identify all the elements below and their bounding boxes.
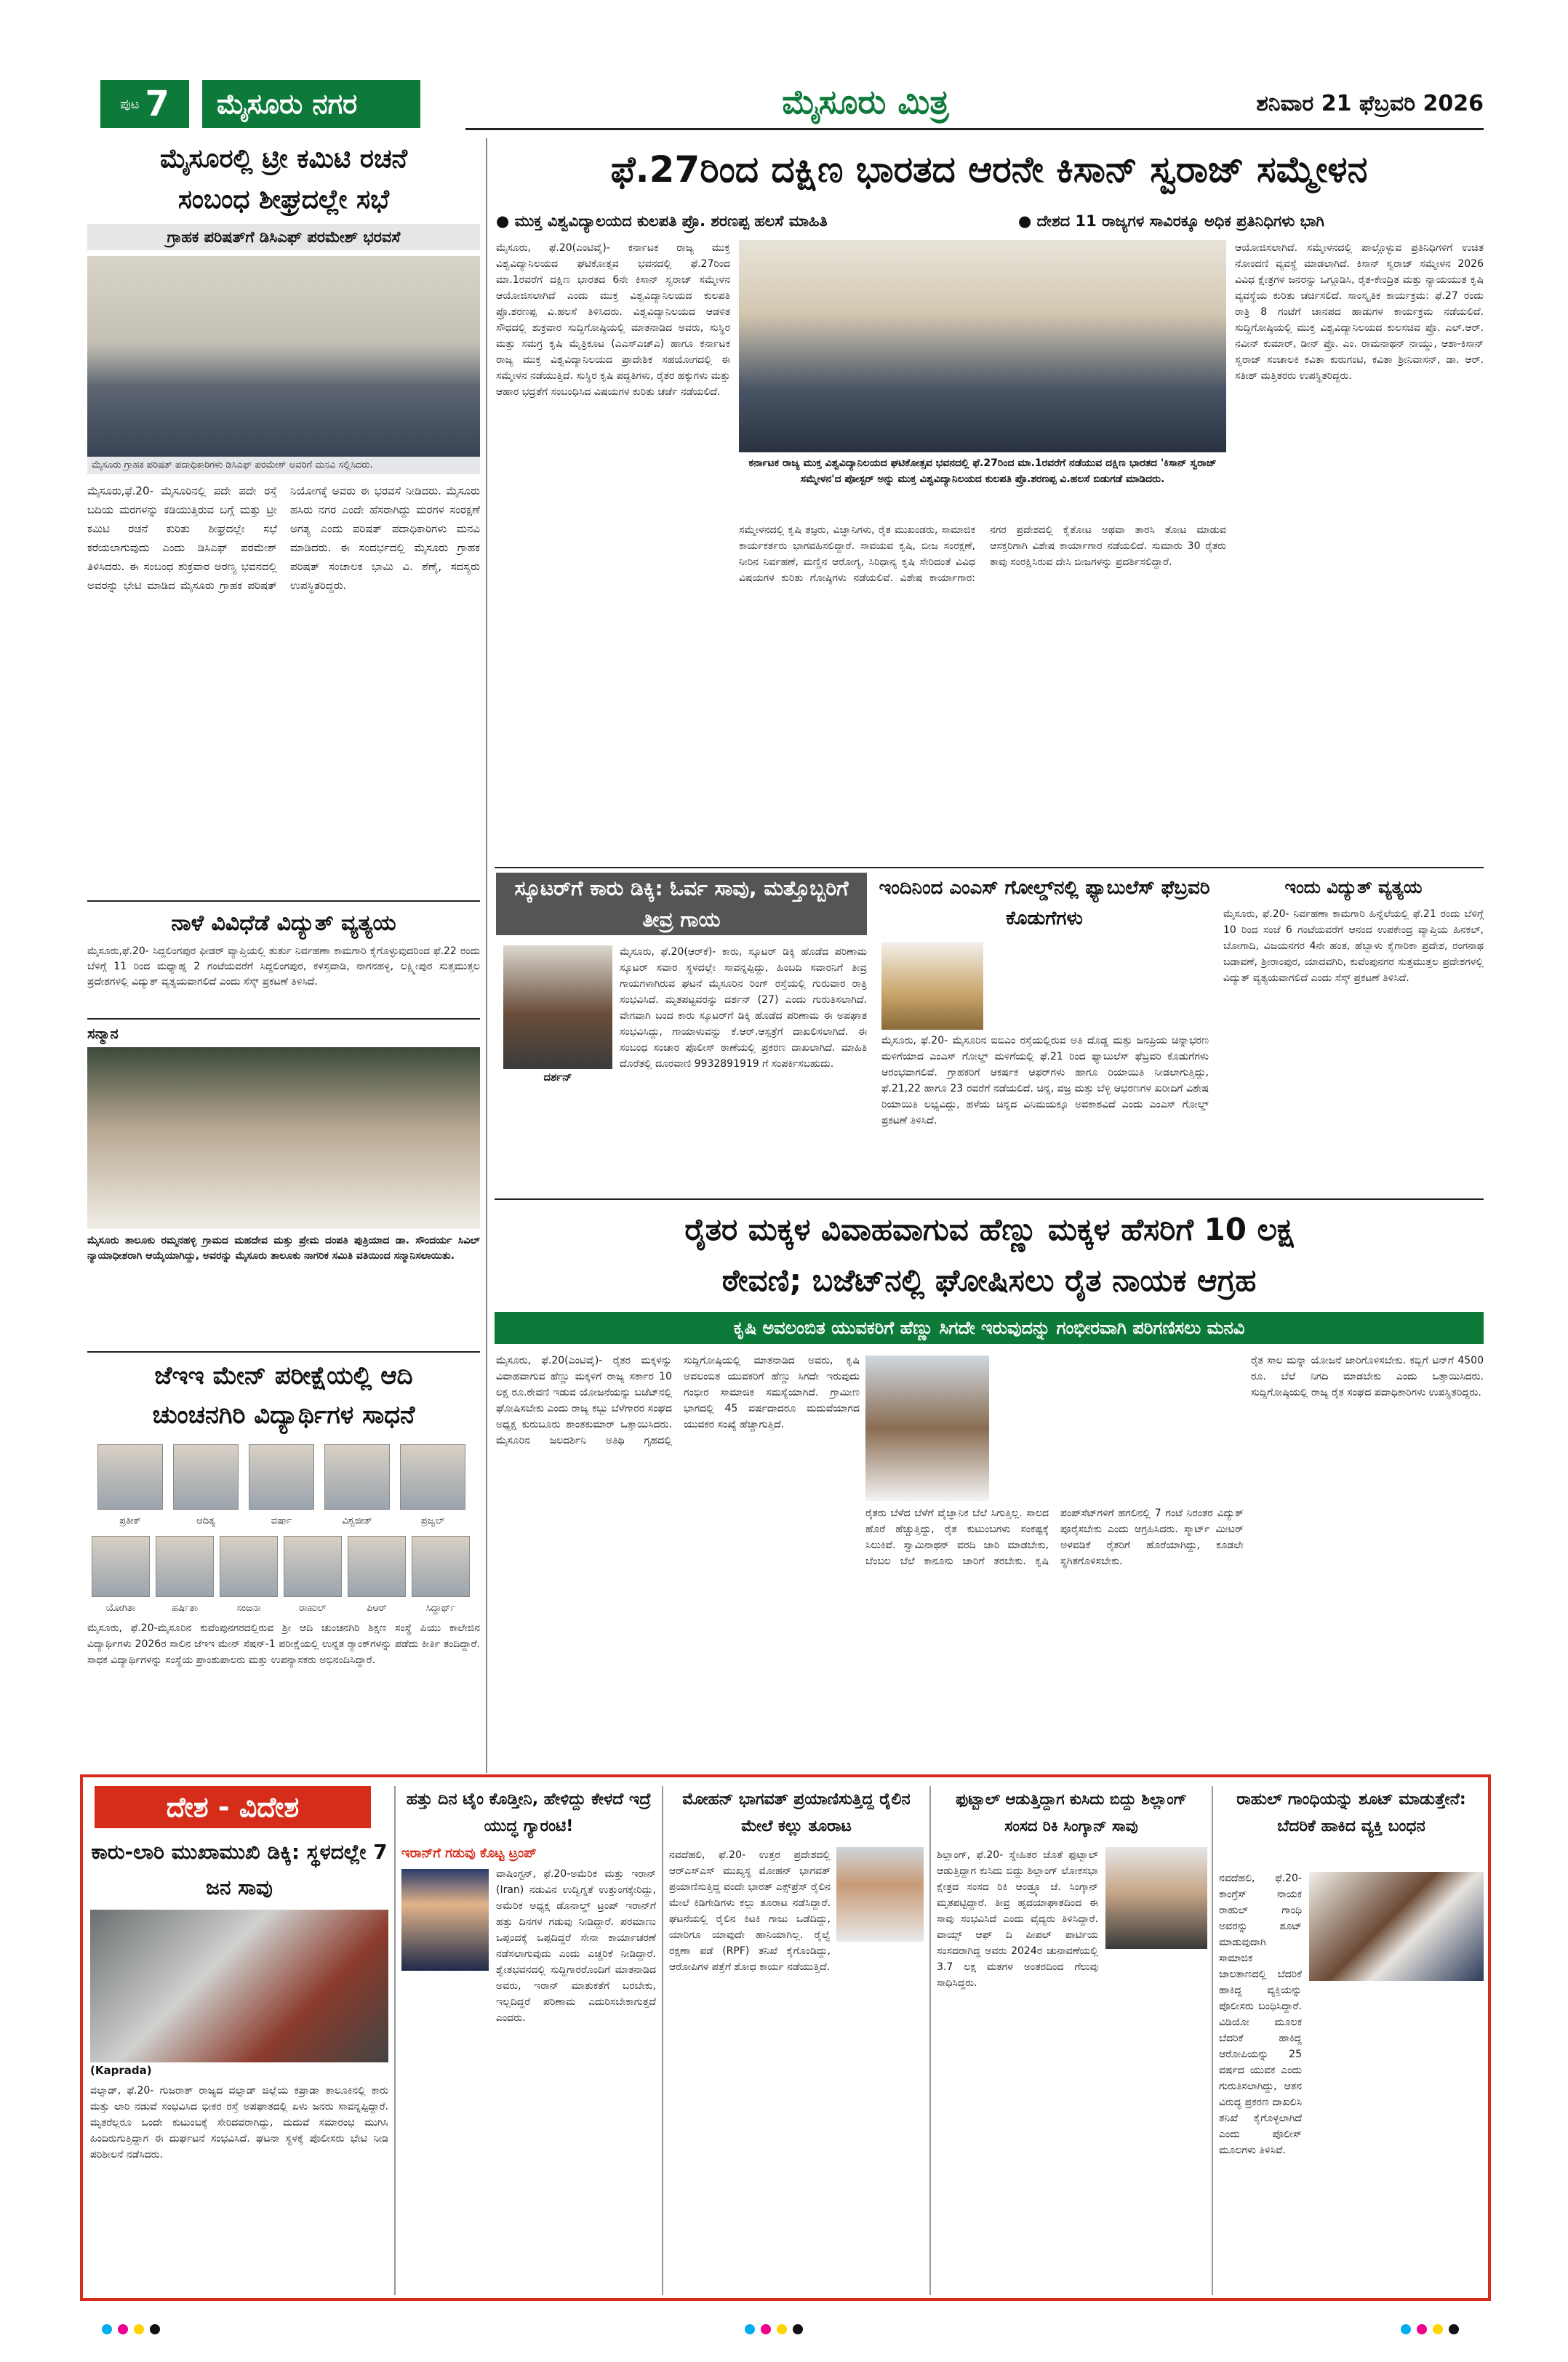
student-photo <box>400 1444 465 1526</box>
farmers-body-2: ರೈತರು ಬೆಳೆದ ಬೆಳೆಗೆ ವೈಜ್ಞಾನಿಕ ಬೆಲೆ ಸಿಗುತ್ತಿಲ್ಲ. ಸಾಲದ ಹೊರೆ ಹೆಚ್ಚುತ್ತಿದ್ದು, ರೈತ ಕುಟುಂಬಗಳು ಸಂಕಷ್ಟಕ್ಕೆ ಸಿಲುಕಿವೆ. ಸ್ವಾಮಿನಾಥನ್ ವರದಿ ಜಾರಿ ಮಾಡಬೇಕು, ಬೆಂಬಲ ಬೆಲೆ ಕಾನೂನು ಜಾರಿಗೆ ತರಬೇಕು. ಕೃಷಿ ಪಂಪ್‌ಸೆಟ್‌ಗಳಿಗೆ ಹಗಲಿನಲ್ಲಿ 7 ಗಂಟೆ ನಿರಂತರ ವಿದ್ಯುತ್ ಪೂರೈಸಬೇಕು ಎಂದು ಆಗ್ರಹಿಸಿದರು. ಸ್ಮಾರ್ಟ್ ಮೀಟರ್ ಅಳವಡಿಕೆ ರೈತರಿಗೆ ಹೊರೆಯಾಗಿದ್ದು, ಕೂಡಲೇ ಸ್ಥಗಿತಗೊಳಿಸಬೇಕು. <box>865 1508 1244 1567</box>
paper-name: ಮೈಸೂರು ಮಿತ್ರ <box>782 82 949 121</box>
student-name: ವಿಶ್ವಜೀತ್ <box>342 1516 372 1526</box>
student-name: ಹರ್ಷಿತಾ <box>171 1603 199 1614</box>
power-cut-body: ಮೈಸೂರು,ಫೆ.20- ಸಿದ್ದಲಿಂಗಪುರ ಫೀಡರ್ ವ್ಯಾಪ್ತಿಯಲ್ಲಿ ತುರ್ತು ನಿರ್ವಹಣಾ ಕಾಮಗಾರಿ ಕೈಗೊಳ್ಳುವುದರಿಂದ ಫೆ.22 ರಂದು ಬೆಳಿಗ್ಗೆ 11 ರಿಂದ ಮಧ್ಯಾಹ್ನ 2 ಗಂಟೆಯವರೆಗೆ ಸಿದ್ದಲಿಂಗಪುರ, ಕಳಸ್ತವಾಡಿ, ನಾಗನಹಳ್ಳಿ, ಲಕ್ಷ್ಮೀಪುರ ಸುತ್ತಮುತ್ತಲ ಪ್ರದೇಶಗಳಲ್ಲಿ ವಿದ್ಯುತ್ ವ್ಯತ್ಯಯವಾಗಲಿದೆ ಎಂದು ಸೆಸ್ಕ್ ಪ್ರಕಟಣೆ ತಿಳಿಸಿದೆ. <box>87 945 480 988</box>
student-name: ಪ್ರಜ್ವಲ್ <box>420 1516 445 1526</box>
lead-body-1: ಮೈಸೂರು, ಫೆ.20(ಎಂಟಿವೈ)- ಕರ್ನಾಟಕ ರಾಜ್ಯ ಮುಕ್ತ ವಿಶ್ವವಿದ್ಯಾನಿಲಯದ ಘಟಿಕೋತ್ಸವ ಭವನದಲ್ಲಿ ಫೆ.27ರಿಂದ ಮಾ.1ರವರೆಗೆ ದಕ್ಷಿಣ ಭಾರತದ 6ನೇ ಕಿಸಾನ್ ಸ್ವರಾಜ್ ಸಮ್ಮೇಳನ ಆಯೋಜಿಸಲಾಗಿದೆ ಎಂದು ಮುಕ್ತ ವಿಶ್ವವಿದ್ಯಾನಿಲಯದ ಕುಲಪತಿ ಪ್ರೊ.ಶರಣಪ್ಪ ವಿ.ಹಲಸೆ ತಿಳಿಸಿದರು. ವಿಶ್ವವಿದ್ಯಾನಿಲಯದ ಆಡಳಿತ ಸೌಧದಲ್ಲಿ ಶುಕ್ರವಾರ ಸುದ್ದಿಗೋಷ್ಠಿಯಲ್ಲಿ ಮಾತನಾಡಿದ ಅವರು, ಸುಸ್ಥಿರ ಮತ್ತು ಸಮಗ್ರ ಕೃಷಿ ಮೈತ್ರಿಕೂಟ (ಎಎಸ್‌ಎಚ್‌ಎ) ಹಾಗೂ ಕರ್ನಾಟಕ ರಾಜ್ಯ ಮುಕ್ತ ವಿಶ್ವವಿದ್ಯಾನಿಲಯದ ಪ್ರಾದೇಶಿಕ ಸಹಯೋಗದಲ್ಲಿ ಈ ಸಮ್ಮೇಳನ ನಡೆಯುತ್ತಿದೆ. ಸುಸ್ಥಿರ ಕೃಷಿ ಪದ್ಧತಿಗಳು, ರೈತರ ಹಕ್ಕುಗಳು ಮತ್ತು ಆಹಾರ ಭದ್ರತೆಗೆ ಸಂಬಂಧಿಸಿದ ವಿಷಯಗಳ ಕುರಿತು ಚರ್ಚೆ ನಡೆಯಲಿದೆ. <box>496 242 730 398</box>
lead-bullet-2-text: ದೇಶದ 11 ರಾಜ್ಯಗಳ ಸಾವಿರಕ್ಕೂ ಅಧಿಕ ಪ್ರತಿನಿಧಿಗಳು ಭಾಗಿ <box>1036 212 1324 230</box>
student-name: ಸಿದ್ದಾರ್ಥ್ <box>425 1603 456 1614</box>
tree-headline-2: ಸಂಬಂಧ ಶೀಘ್ರದಲ್ಲೇ ಸಭೆ <box>177 185 390 215</box>
registration-dot <box>1433 2324 1443 2334</box>
farmers-body-3: ರೈತ ಸಾಲ ಮನ್ನಾ ಯೋಜನೆ ಜಾರಿಗೊಳಿಸಬೇಕು. ಕಬ್ಬಿಗೆ ಟನ್‌ಗೆ 4500 ರೂ. ಬೆಲೆ ನಿಗದಿ ಮಾಡಬೇಕು ಎಂದು ಒತ್ತಾಯಿಸಿದರು. ಸುದ್ದಿಗೋಷ್ಠಿಯಲ್ಲಿ ರಾಜ್ಯ ರೈತ ಸಂಘದ ಪದಾಧಿಕಾರಿಗಳು ಉಪಸ್ಥಿತರಿದ್ದರು. <box>1251 1355 1484 1398</box>
page-label: ಪುಟ <box>120 96 140 112</box>
tree-subhead: ಗ್ರಾಹಕ ಪರಿಷತ್‌ಗೆ ಡಿಸಿಎಫ್ ಪರಮೇಶ್ ಭರವಸೆ <box>87 224 480 250</box>
desha-rule-1 <box>394 1786 396 2295</box>
crash-headline: ಕಾರು-ಲಾರಿ ಮುಖಾಮುಖಿ ಡಿಕ್ಕಿ: ಸ್ಥಳದಲ್ಲೇ 7 ಜನ ಸಾವು <box>91 1840 388 1899</box>
registration-dot <box>793 2324 803 2334</box>
bhagwat-body: ನವದೆಹಲಿ, ಫೆ.20- ಉತ್ತರ ಪ್ರದೇಶದಲ್ಲಿ ಆರ್‌ಎಸ್‌ಎಸ್ ಮುಖ್ಯಸ್ಥ ಮೋಹನ್ ಭಾಗವತ್ ಪ್ರಯಾಣಿಸುತ್ತಿದ್ದ ವಂದೇ ಭಾರತ್ ಎಕ್ಸ್‌ಪ್ರೆಸ್ ರೈಲಿನ ಮೇಲೆ ಕಿಡಿಗೇಡಿಗಳು ಕಲ್ಲು ತೂರಾಟ ನಡೆಸಿದ್ದಾರೆ. ಘಟನೆಯಲ್ಲಿ ರೈಲಿನ ಕಿಟಕಿ ಗಾಜು ಒಡೆದಿದ್ದು, ಯಾರಿಗೂ ಯಾವುದೇ ಹಾನಿಯಾಗಿಲ್ಲ. ರೈಲ್ವೆ ರಕ್ಷಣಾ ಪಡೆ (RPF) ತನಿಖೆ ಕೈಗೊಂಡಿದ್ದು, ಆರೋಪಿಗಳ ಪತ್ತೆಗೆ ಶೋಧ ಕಾರ್ಯ ನಡೆಯುತ್ತಿದೆ. <box>669 1849 831 1973</box>
scooter-victim-name: ದರ್ಶನ್ <box>543 1070 572 1084</box>
desha-rule-4 <box>1212 1786 1213 2295</box>
today-power-headline: ಇಂದು ವಿದ್ಯುತ್ ವ್ಯತ್ಯಯ <box>1284 877 1423 897</box>
tree-body: ಮೈಸೂರು,ಫೆ.20- ಮೈಸೂರಿನಲ್ಲಿ ಪದೇ ಪದೇ ರಸ್ತೆ ಬದಿಯ ಮರಗಳನ್ನು ಕಡಿಯುತ್ತಿರುವ ಬಗ್ಗೆ ಮತ್ತು ಟ್ರೀ ಕಮಿಟಿ ರಚನೆ ಕುರಿತು ಶೀಘ್ರದಲ್ಲೇ ಸಭೆ ಕರೆಯಲಾಗುವುದು ಎಂದು ಡಿಸಿಎಫ್ ಪರಮೇಶ್ ತಿಳಿಸಿದರು. ಈ ಸಂಬಂಧ ಶುಕ್ರವಾರ ಅರಣ್ಯ ಭವನದಲ್ಲಿ ಅವರನ್ನು ಭೇಟಿ ಮಾಡಿದ ಮೈಸೂರು ಗ್ರಾಹಕ ಪರಿಷತ್ ನಿಯೋಗಕ್ಕೆ ಅವರು ಈ ಭರವಸೆ ನೀಡಿದರು. ಮೈಸೂರು ಹಸಿರು ನಗರ ಎಂದೇ ಹೆಸರಾಗಿದ್ದು ಮರಗಳ ಸಂರಕ್ಷಣೆ ಅಗತ್ಯ ಎಂದು ಪರಿಷತ್ ಪದಾಧಿಕಾರಿಗಳು ಮನವಿ ಮಾಡಿದರು. ಈ ಸಂದರ್ಭದಲ್ಲಿ ಮೈಸೂರು ಗ್ರಾಹಕ ಪರಿಷತ್ ಸಂಚಾಲಕ ಭಾಮಿ ವಿ. ಶೆಣೈ, ಸದಸ್ಯರು ಉಪಸ್ಥಿತರಿದ್ದರು. <box>87 484 480 592</box>
farmers-leader-photo <box>865 1356 989 1501</box>
trump-body: ವಾಷಿಂಗ್ಟನ್, ಫೆ.20-ಅಮೆರಿಕ ಮತ್ತು ಇರಾನ್ (Iran) ನಡುವಿನ ಉದ್ವಿಗ್ನತೆ ಉತ್ತುಂಗಕ್ಕೇರಿದ್ದು, ಅಮೆರಿಕ ಅಧ್ಯಕ್ಷ ಡೊನಾಲ್ಡ್ ಟ್ರಂಪ್ ಇರಾನ್‌ಗೆ ಹತ್ತು ದಿನಗಳ ಗಡುವು ನೀಡಿದ್ದಾರೆ. ಪರಮಾಣು ಒಪ್ಪಂದಕ್ಕೆ ಒಪ್ಪದಿದ್ದರೆ ಸೇನಾ ಕಾರ್ಯಾಚರಣೆ ನಡೆಸಲಾಗುವುದು ಎಂದು ಎಚ್ಚರಿಕೆ ನೀಡಿದ್ದಾರೆ. ಶ್ವೇತಭವನದಲ್ಲಿ ಸುದ್ದಿಗಾರರೊಂದಿಗೆ ಮಾತನಾಡಿದ ಅವರು, ಇರಾನ್ ಮಾತುಕತೆಗೆ ಬರಬೇಕು, ಇಲ್ಲದಿದ್ದರೆ ಪರಿಣಾಮ ಎದುರಿಸಬೇಕಾಗುತ್ತದೆ ಎಂದರು. <box>496 1868 656 2024</box>
crash-photo <box>90 1910 388 2062</box>
student-photo <box>156 1536 214 1614</box>
registration-dot <box>1417 2324 1427 2334</box>
student-name: ಪ್ರತೀಕ್ <box>119 1516 141 1526</box>
registration-dot <box>777 2324 787 2334</box>
issue-date: ಶನಿವಾರ 21 ಫೆಬ್ರವರಿ 2026 <box>1256 91 1484 116</box>
rahul-headline: ರಾಹುಲ್ ಗಾಂಧಿಯನ್ನು ಶೂಟ್ ಮಾಡುತ್ತೇನೆ: ಬೆದರಿಕೆ ಹಾಕಿದ ವ್ಯಕ್ತಿ ಬಂಧನ <box>1236 1790 1466 1835</box>
tree-photo <box>87 256 480 474</box>
lead-photo-caption: ಕರ್ನಾಟಕ ರಾಜ್ಯ ಮುಕ್ತ ವಿಶ್ವವಿದ್ಯಾನಿಲಯದ ಘಟಿಕೋತ್ಸವ ಭವನದಲ್ಲಿ ಫೆ.27ರಿಂದ ಮಾ.1ರವರೆಗೆ ನಡೆಯುವ ದಕ್ಷಿಣ ಭಾರತದ 'ಕಿಸಾನ್ ಸ್ವರಾಜ್ ಸಮ್ಮೇಳನ'ದ ಪೋಸ್ಟರ್ ಅನ್ನು ಮುಕ್ತ ವಿಶ್ವವಿದ್ಯಾನಿಲಯದ ಕುಲಪತಿ ಪ್ರೊ.ಶರಣಪ್ಪ ವಿ.ಹಲಸೆ ಬಿಡುಗಡೆ ಮಾಡಿದರು. <box>748 457 1217 485</box>
student-name: ಯೋಗಿತಾ <box>105 1603 136 1614</box>
scooter-victim-photo <box>503 945 612 1069</box>
jee-headline-2: ಚುಂಚನಗಿರಿ ವಿದ್ಯಾರ್ಥಿಗಳ ಸಾಧನೆ <box>152 1401 415 1430</box>
masthead-rule <box>465 128 1484 130</box>
jee-body: ಮೈಸೂರು, ಫೆ.20-ಮೈಸೂರಿನ ಕುವೆಂಪುನಗರದಲ್ಲಿರುವ ಶ್ರೀ ಆದಿ ಚುಂಚನಗಿರಿ ಶಿಕ್ಷಣ ಸಂಸ್ಥೆ ಪಿಯು ಕಾಲೇಜಿನ ವಿದ್ಯಾರ್ಥಿಗಳು 2026ರ ಸಾಲಿನ ಜೆಇಇ ಮೇನ್ ಸೆಷನ್-1 ಪರೀಕ್ಷೆಯಲ್ಲಿ ಉನ್ನತ ರ‍್ಯಾಂಕ್‌ಗಳನ್ನು ಪಡೆದು ಕೀರ್ತಿ ತಂದಿದ್ದಾರೆ. ಸಾಧಕ ವಿದ್ಯಾರ್ಥಿಗಳನ್ನು ಸಂಸ್ಥೆಯ ಪ್ರಾಂಶುಪಾಲರು ಮತ್ತು ಉಪನ್ಯಾಸಕರು ಅಭಿನಂದಿಸಿದ್ದಾರೆ. <box>87 1622 480 1666</box>
student-name: ವರ್ಷಾ <box>271 1516 292 1526</box>
lead-divider <box>495 867 1484 868</box>
student-photo <box>412 1536 470 1614</box>
lead-headline: ಫೆ.27ರಿಂದ ದಕ್ಷಿಣ ಭಾರತದ ಆರನೇ ಕಿಸಾನ್ ಸ್ವರಾಜ್ ಸಮ್ಮೇಳನ <box>610 148 1368 191</box>
power-divider <box>87 1018 480 1020</box>
jee-headline-1: ಜೆಇಇ ಮೇನ್ ಪರೀಕ್ಷೆಯಲ್ಲಿ ಆದಿ <box>154 1361 413 1390</box>
student-name: ಸಂಜನಾ <box>236 1603 261 1614</box>
student-photo <box>348 1536 406 1614</box>
student-photo <box>324 1444 390 1526</box>
student-photo <box>97 1444 163 1526</box>
registration-dot <box>745 2324 755 2334</box>
lead-bullet-1: ● ಮುಕ್ತ ವಿಶ್ವವಿದ್ಯಾಲಯದ ಕುಲಪತಿ ಪ್ರೊ. ಶರಣಪ್ಪ ಹಲಸೆ ಮಾಹಿತಿ <box>496 212 828 230</box>
trump-headline: ಹತ್ತು ದಿನ ಟೈಂ ಕೊಡ್ತೀನಿ, ಹೇಳಿದ್ದು ಕೇಳದೆ ಇದ್ರೆ ಯುದ್ಧ ಗ್ಯಾರಂಟಿ! <box>406 1790 652 1835</box>
registration-dot <box>761 2324 771 2334</box>
student-name: ಪಿಆರ್ <box>366 1603 387 1614</box>
farmers-subhead: ಕೃಷಿ ಅವಲಂಬಿತ ಯುವಕರಿಗೆ ಹೆಣ್ಣು ಸಿಗದೇ ಇರುವುದನ್ನು ಗಂಭೀರವಾಗಿ ಪರಿಗಣಿಸಲು ಮನವಿ <box>495 1312 1484 1344</box>
registration-dot <box>102 2324 112 2334</box>
registration-dot <box>150 2324 160 2334</box>
fabulous-body: ಮೈಸೂರು, ಫೆ.20- ಮೈಸೂರಿನ ಐಬಿಎಂ ರಸ್ತೆಯಲ್ಲಿರುವ ಅತಿ ದೊಡ್ಡ ಮತ್ತು ಜನಪ್ರಿಯ ಚಿನ್ನಾಭರಣ ಮಳಿಗೆಯಾದ ಎಂಎಸ್ ಗೋಲ್ಡ್ ಮಳಿಗೆಯಲ್ಲಿ ಫೆ.21 ರಿಂದ ಫ್ಯಾಬುಲೆಸ್ ಫೆಬ್ರವರಿ ಕೊಡುಗೆಗಳು ಆರಂಭವಾಗಲಿವೆ. ಗ್ರಾಹಕರಿಗೆ ಆಕರ್ಷಕ ಆಫರ್‌ಗಳು ಹಾಗೂ ರಿಯಾಯಿತಿ ನೀಡಲಾಗುತ್ತಿದ್ದು, ಫೆ.21,22 ಹಾಗೂ 23 ರವರೆಗೆ ನಡೆಯಲಿದೆ. ಚಿನ್ನ, ವಜ್ರ ಮತ್ತು ಬೆಳ್ಳಿ ಆಭರಣಗಳ ಖರೀದಿಗೆ ವಿಶೇಷ ರಿಯಾಯಿತಿ ಲಭ್ಯವಿದ್ದು, ಹಳೆಯ ಚಿನ್ನದ ವಿನಿಮಯಕ್ಕೂ ಅವಕಾಶವಿದೆ ಎಂದು ಎಂಎಸ್ ಗೋಲ್ಡ್ ಪ್ರಕಟಣೆ ತಿಳಿಸಿದೆ. <box>881 1035 1209 1126</box>
lead-body-2: ಸಮ್ಮೇಳನದಲ್ಲಿ ಕೃಷಿ ತಜ್ಞರು, ವಿಜ್ಞಾನಿಗಳು, ರೈತ ಮುಖಂಡರು, ಸಾಮಾಜಿಕ ಕಾರ್ಯಕರ್ತರು ಭಾಗವಹಿಸಲಿದ್ದಾರೆ. ಸಾವಯವ ಕೃಷಿ, ಬೀಜ ಸಂರಕ್ಷಣೆ, ನೀರಿನ ನಿರ್ವಹಣೆ, ಮಣ್ಣಿನ ಆರೋಗ್ಯ, ಸಿರಿಧಾನ್ಯ ಕೃಷಿ ಸೇರಿದಂತೆ ವಿವಿಧ ವಿಷಯಗಳ ಕುರಿತು ಗೋಷ್ಠಿಗಳು ನಡೆಯಲಿವೆ. ವಿಶೇಷ ಕಾರ್ಯಾಗಾರ: ನಗರ ಪ್ರದೇಶದಲ್ಲಿ ಕೈತೋಟ ಅಥವಾ ತಾರಸಿ ತೋಟ ಮಾಡುವ ಆಸಕ್ತರಿಗಾಗಿ ವಿಶೇಷ ಕಾರ್ಯಾಗಾರ ನಡೆಯಲಿದೆ. ಸುಮಾರು 30 ರೈತರು ತಾವು ಸಂರಕ್ಷಿಸಿರುವ ದೇಸಿ ಬೀಜಗಳನ್ನು ಪ್ರದರ್ಶಿಸಲಿದ್ದಾರೆ. <box>739 524 1226 584</box>
lead-bullet-1-text: ಮುಕ್ತ ವಿಶ್ವವಿದ್ಯಾಲಯದ ಕುಲಪತಿ ಪ್ರೊ. ಶರಣಪ್ಪ ಹಲಸೆ ಮಾಹಿತಿ <box>514 212 828 230</box>
tree-headline-1: ಮೈಸೂರಲ್ಲಿ ಟ್ರೀ ಕಮಿಟಿ ರಚನೆ <box>159 144 408 174</box>
tree-photo-caption: ಮೈಸೂರು ಗ್ರಾಹಕ ಪರಿಷತ್ ಪದಾಧಿಕಾರಿಗಳು ಡಿಸಿಎಫ್ ಪರಮೇಶ್ ಅವರಿಗೆ ಮನವಿ ಸಲ್ಲಿಸಿದರು. <box>87 457 480 474</box>
tree-divider <box>87 900 480 902</box>
student-name: ರಾಹುಲ್ <box>299 1603 327 1614</box>
fabulous-photo <box>881 942 983 1030</box>
felicitation-caption: ಮೈಸೂರು ತಾಲೂಕು ರಮ್ಮನಹಳ್ಳಿ ಗ್ರಾಮದ ಮಹದೇವ ಮತ್ತು ಪ್ರೇಮ ದಂಪತಿ ಪುತ್ರಿಯಾದ ಡಾ. ಸೌಂದರ್ಯ ಸಿವಿಲ್ ನ್ಯಾಯಾಧೀಶರಾಗಿ ಆಯ್ಕೆಯಾಗಿದ್ದು, ಅವರನ್ನು ಮೈಸೂರು ತಾಲೂಕು ನಾಗರಿಕ ಸಮಿತಿ ವತಿಯಿಂದ ಸನ್ಮಾನಿಸಲಾಯಿತು. <box>87 1235 480 1262</box>
crash-body: ವಲ್ಸಾಡ್, ಫೆ.20- ಗುಜರಾತ್ ರಾಜ್ಯದ ವಲ್ಸಾಡ್ ಜಿಲ್ಲೆಯ ಕಪ್ರಾಡಾ ತಾಲೂಕಿನಲ್ಲಿ ಕಾರು ಮತ್ತು ಲಾರಿ ನಡುವೆ ಸಂಭವಿಸಿದ ಭೀಕರ ರಸ್ತೆ ಅಪಘಾತದಲ್ಲಿ ಏಳು ಜನರು ಸಾವನ್ನಪ್ಪಿದ್ದಾರೆ. ಮೃತರೆಲ್ಲರೂ ಒಂದೇ ಕುಟುಂಬಕ್ಕೆ ಸೇರಿದವರಾಗಿದ್ದು, ಮದುವೆ ಸಮಾರಂಭ ಮುಗಿಸಿ ಹಿಂದಿರುಗುತ್ತಿದ್ದಾಗ ಈ ದುರ್ಘಟನೆ ಸಂಭವಿಸಿದೆ. ಘಟನಾ ಸ್ಥಳಕ್ಕೆ ಪೊಲೀಸರು ಭೇಟಿ ನೀಡಿ ಪರಿಶೀಲನೆ ನಡೆಸಿದರು. <box>90 2085 388 2161</box>
registration-dot <box>1401 2324 1411 2334</box>
crash-place: (Kaprada) <box>90 2064 152 2077</box>
felicitation-label: ಸನ್ಮಾನ <box>87 1025 119 1042</box>
student-photo <box>249 1444 314 1526</box>
student-photo <box>173 1444 239 1526</box>
lead-photo <box>739 240 1226 452</box>
student-photo <box>220 1536 278 1614</box>
rahul-body: ನವದೆಹಲಿ, ಫೆ.20-ಕಾಂಗ್ರೆಸ್ ನಾಯಕ ರಾಹುಲ್ ಗಾಂಧಿ ಅವರನ್ನು ಶೂಟ್ ಮಾಡುವುದಾಗಿ ಸಾಮಾಜಿಕ ಜಾಲತಾಣದಲ್ಲಿ ಬೆದರಿಕೆ ಹಾಕಿದ್ದ ವ್ಯಕ್ತಿಯನ್ನು ಪೊಲೀಸರು ಬಂಧಿಸಿದ್ದಾರೆ. ವಿಡಿಯೋ ಮೂಲಕ ಬೆದರಿಕೆ ಹಾಕಿದ್ದ ಆರೋಪಿಯನ್ನು 25 ವರ್ಷದ ಯುವಕ ಎಂದು ಗುರುತಿಸಲಾಗಿದ್ದು, ಆತನ ವಿರುದ್ಧ ಪ್ರಕರಣ ದಾಖಲಿಸಿ ತನಿಖೆ ಕೈಗೊಳ್ಳಲಾಗಿದೆ ಎಂದು ಪೊಲೀಸ್ ಮೂಲಗಳು ತಿಳಿಸಿವೆ. <box>1219 1873 1302 2156</box>
today-power-body: ಮೈಸೂರು, ಫೆ.20- ನಿರ್ವಹಣಾ ಕಾಮಗಾರಿ ಹಿನ್ನೆಲೆಯಲ್ಲಿ ಫೆ.21 ರಂದು ಬೆಳಿಗ್ಗೆ 10 ರಿಂದ ಸಂಜೆ 6 ಗಂಟೆಯವರೆಗೆ ಆನಂದ ಉಪಕೇಂದ್ರ ವ್ಯಾಪ್ತಿಯ ಹಿನಕಲ್, ಬೋಗಾದಿ, ವಿಜಯನಗರ 4ನೇ ಹಂತ, ಹೆಬ್ಬಾಳು ಕೈಗಾರಿಕಾ ಪ್ರದೇಶ, ರಂಗನಾಥ ಬಡಾವಣೆ, ಶ್ರೀರಾಂಪುರ, ಯಾದವಗಿರಿ, ಕುವೆಂಪುನಗರ ಸುತ್ತಮುತ್ತಲ ಪ್ರದೇಶಗಳಲ್ಲಿ ವಿದ್ಯುತ್ ವ್ಯತ್ಯಯವಾಗಲಿದೆ ಎಂದು ಸೆಸ್ಕ್ ಪ್ರಕಟಣೆ ತಿಳಿಸಿದೆ. <box>1223 908 1484 984</box>
section-title: ಮೈಸೂರು ನಗರ <box>202 80 420 128</box>
lead-body-3: ಆಯೋಜಿಸಲಾಗಿದೆ. ಸಮ್ಮೇಳನದಲ್ಲಿ ಪಾಲ್ಗೊಳ್ಳುವ ಪ್ರತಿನಿಧಿಗಳಿಗೆ ಉಚಿತ ನೋಂದಣಿ ವ್ಯವಸ್ಥೆ ಮಾಡಲಾಗಿದೆ. ಕಿಸಾನ್ ಸ್ವರಾಜ್ ಸಮ್ಮೇಳನ 2026 ವಿವಿಧ ಕ್ಷೇತ್ರಗಳ ಜನರನ್ನು ಒಗ್ಗೂಡಿಸಿ, ರೈತ-ಕೇಂದ್ರಿತ ಮತ್ತು ನ್ಯಾಯಯುತ ಕೃಷಿ ವ್ಯವಸ್ಥೆಯ ಕುರಿತು ಚರ್ಚಿಸಲಿದೆ. ಸಾಂಸ್ಕೃತಿಕ ಕಾರ್ಯಕ್ರಮ: ಫೆ.27 ರಂದು ರಾತ್ರಿ 8 ಗಂಟೆಗೆ ಜಾನಪದ ಹಾಡುಗಳ ಕಾರ್ಯಕ್ರಮ ನಡೆಯಲಿದೆ. ಸುದ್ದಿಗೋಷ್ಠಿಯಲ್ಲಿ ಮುಕ್ತ ವಿಶ್ವವಿದ್ಯಾನಿಲಯದ ಕುಲಸಚಿವ ಪ್ರೊ. ಎಲ್.ಆರ್. ನವೀನ್ ಕುಮಾರ್, ಡೀನ್ ಪ್ರೊ. ಎಂ. ರಾಮನಾಥನ್ ನಾಯ್ಡು, ಆಶಾ-ಕಿಸಾನ್ ಸ್ವರಾಜ್ ಸಂಚಾಲಕಿ ಕವಿತಾ ಕುರುಗಂಟಿ, ಕವಿತಾ ಶ್ರೀನಿವಾಸನ್, ಡಾ. ಆರ್. ಸತೀಶ್ ಮತ್ತಿತರರು ಉಪಸ್ಥಿತರಿದ್ದರು. <box>1235 242 1484 382</box>
desha-label: ದೇಶ - ವಿದೇಶ <box>95 1786 371 1828</box>
scooter-body: ಮೈಸೂರು, ಫೆ.20(ಆರ್‌ಕೆ)- ಕಾರು, ಸ್ಕೂಟರ್ ಡಿಕ್ಕಿ ಹೊಡೆದ ಪರಿಣಾಮ ಸ್ಕೂಟರ್ ಸವಾರ ಸ್ಥಳದಲ್ಲೇ ಸಾವನ್ನಪ್ಪಿದ್ದು, ಹಿಂಬದಿ ಸವಾರನಿಗೆ ತೀವ್ರ ಗಾಯಗಳಾಗಿರುವ ಘಟನೆ ಮೈಸೂರಿನ ರಿಂಗ್ ರಸ್ತೆಯಲ್ಲಿ ಗುರುವಾರ ರಾತ್ರಿ ಸಂಭವಿಸಿದೆ. ಮೃತಪಟ್ಟವರನ್ನು ದರ್ಶನ್ (27) ಎಂದು ಗುರುತಿಸಲಾಗಿದೆ. ವೇಗವಾಗಿ ಬಂದ ಕಾರು ಸ್ಕೂಟರ್‌ಗೆ ಡಿಕ್ಕಿ ಹೊಡೆದ ಪರಿಣಾಮ ಈ ಅಪಘಾತ ಸಂಭವಿಸಿದ್ದು, ಗಾಯಾಳುವನ್ನು ಕೆ.ಆರ್.ಆಸ್ಪತ್ರೆಗೆ ದಾಖಲಿಸಲಾಗಿದೆ. ಈ ಸಂಬಂಧ ಸಂಚಾರ ಪೊಲೀಸ್ ಠಾಣೆಯಲ್ಲಿ ಪ್ರಕರಣ ದಾಖಲಾಗಿದೆ. ಮಾಹಿತಿ ದೊರೆತಲ್ಲಿ ದೂರವಾಣಿ 9932891919 ಗೆ ಸಂಪರ್ಕಿಸಬಹುದು. <box>620 946 867 1070</box>
lead-bullet-2: ● ದೇಶದ 11 ರಾಜ್ಯಗಳ ಸಾವಿರಕ್ಕೂ ಅಧಿಕ ಪ್ರತಿನಿಧಿಗಳು ಭಾಗಿ <box>1018 212 1324 230</box>
registration-dot <box>134 2324 144 2334</box>
football-body: ಶಿಲ್ಲಾಂಗ್, ಫೆ.20- ಸ್ನೇಹಿತರ ಜೊತೆ ಫುಟ್ಬಾಲ್ ಆಡುತ್ತಿದ್ದಾಗ ಕುಸಿದು ಬಿದ್ದು ಶಿಲ್ಲಾಂಗ್ ಲೋಕಸಭಾ ಕ್ಷೇತ್ರದ ಸಂಸದ ರಿಕಿ ಆಂಡ್ರ್ಯೂ ಜೆ. ಸಿಂಗ್ಕಾನ್ ಮೃತಪಟ್ಟಿದ್ದಾರೆ. ತೀವ್ರ ಹೃದಯಾಘಾತದಿಂದ ಈ ಸಾವು ಸಂಭವಿಸಿದೆ ಎಂದು ವೈದ್ಯರು ತಿಳಿಸಿದ್ದಾರೆ. ವಾಯ್ಸ್ ಆಫ್ ದಿ ಪೀಪಲ್ ಪಾರ್ಟಿಯ ಸಂಸದರಾಗಿದ್ದ ಅವರು 2024ರ ಚುನಾವಣೆಯಲ್ಲಿ 3.7 ಲಕ್ಷ ಮತಗಳ ಅಂತರದಿಂದ ಗೆಲುವು ಸಾಧಿಸಿದ್ದರು. <box>937 1849 1098 1989</box>
student-name: ಆದಿತ್ಯ <box>196 1516 215 1526</box>
scooter-headline: ಸ್ಕೂಟರ್‌ಗೆ ಕಾರು ಡಿಕ್ಕಿ: ಓರ್ವ ಸಾವು, ಮತ್ತೊಬ್ಬರಿಗೆ ತೀವ್ರ ಗಾಯ <box>496 873 867 935</box>
desha-rule-2 <box>662 1786 663 2295</box>
desha-rule-3 <box>929 1786 931 2295</box>
fabulous-headline: ಇಂದಿನಿಂದ ಎಂಎಸ್ ಗೋಲ್ಡ್‌ನಲ್ಲಿ ಫ್ಯಾಬುಲೆಸ್ ಫೆಬ್ರವರಿ ಕೊಡುಗೆಗಳು <box>879 877 1210 929</box>
felicitation-photo <box>87 1047 480 1229</box>
farmers-body-1: ಮೈಸೂರು, ಫೆ.20(ಎಂಟಿವೈ)- ರೈತರ ಮಕ್ಕಳನ್ನು ವಿವಾಹವಾಗುವ ಹೆಣ್ಣು ಮಕ್ಕಳಿಗೆ ರಾಜ್ಯ ಸರ್ಕಾರ 10 ಲಕ್ಷ ರೂ.ಠೇವಣಿ ಇಡುವ ಯೋಜನೆಯನ್ನು ಬಜೆಟ್‌ನಲ್ಲಿ ಘೋಷಿಸಬೇಕು ಎಂದು ರಾಜ್ಯ ಕಬ್ಬು ಬೆಳೆಗಾರರ ಸಂಘದ ಅಧ್ಯಕ್ಷ ಕುರುಬೂರು ಶಾಂತಕುಮಾರ್ ಒತ್ತಾಯಿಸಿದರು. ಮೈಸೂರಿನ ಜಲದರ್ಶಿನಿ ಅತಿಥಿ ಗೃಹದಲ್ಲಿ ಸುದ್ದಿಗೋಷ್ಠಿಯಲ್ಲಿ ಮಾತನಾಡಿದ ಅವರು, ಕೃಷಿ ಅವಲಂಬಿತ ಯುವಕರಿಗೆ ಹೆಣ್ಣು ಸಿಗದೇ ಇರುವುದು ಗಂಭೀರ ಸಾಮಾಜಿಕ ಸಮಸ್ಯೆಯಾಗಿದೆ. ಗ್ರಾಮೀಣ ಭಾಗದಲ್ಲಿ 45 ವರ್ಷದಾದರೂ ಮದುವೆಯಾಗದ ಯುವಕರ ಸಂಖ್ಯೆ ಹೆಚ್ಚಾಗುತ್ತಿದೆ. <box>496 1355 860 1446</box>
student-photo <box>284 1536 342 1614</box>
registration-dot <box>1449 2324 1459 2334</box>
football-headline: ಫುಟ್ಬಾಲ್ ಆಡುತ್ತಿದ್ದಾಗ ಕುಸಿದು ಬಿದ್ದು ಶಿಲ್ಲಾಂಗ್ ಸಂಸದ ರಿಕಿ ಸಿಂಗ್ಕಾನ್ ಸಾವು <box>956 1790 1187 1835</box>
trump-kicker: ಇರಾನ್‌ಗೆ ಗಡುವು ಕೊಟ್ಟ ಟ್ರಂಪ್ <box>401 1846 537 1861</box>
bhagwat-headline: ಮೋಹನ್ ಭಾಗವತ್ ಪ್ರಯಾಣಿಸುತ್ತಿದ್ದ ರೈಲಿನ ಮೇಲೆ ಕಲ್ಲು ತೂರಾಟ <box>682 1790 911 1835</box>
farmers-top-rule <box>495 1198 1484 1200</box>
page-number: 7 <box>145 84 169 124</box>
power-cut-headline: ನಾಳೆ ವಿವಿಧೆಡೆ ವಿದ್ಯುತ್ ವ್ಯತ್ಯಯ <box>171 910 396 936</box>
registration-dot <box>118 2324 128 2334</box>
farmers-headline-1: ರೈತರ ಮಕ್ಕಳ ವಿವಾಹವಾಗುವ ಹೆಣ್ಣು ಮಕ್ಕಳ ಹೆಸರಿಗೆ 10 ಲಕ್ಷ <box>684 1212 1294 1247</box>
column-rule-left <box>486 138 487 1773</box>
felicitation-divider <box>87 1351 480 1353</box>
farmers-headline-2: ಠೇವಣಿ; ಬಜೆಟ್‌ನಲ್ಲಿ ಘೋಷಿಸಲು ರೈತ ನಾಯಕ ಆಗ್ರಹ <box>721 1262 1257 1298</box>
student-photo <box>92 1536 150 1614</box>
page-number-box <box>100 80 189 128</box>
